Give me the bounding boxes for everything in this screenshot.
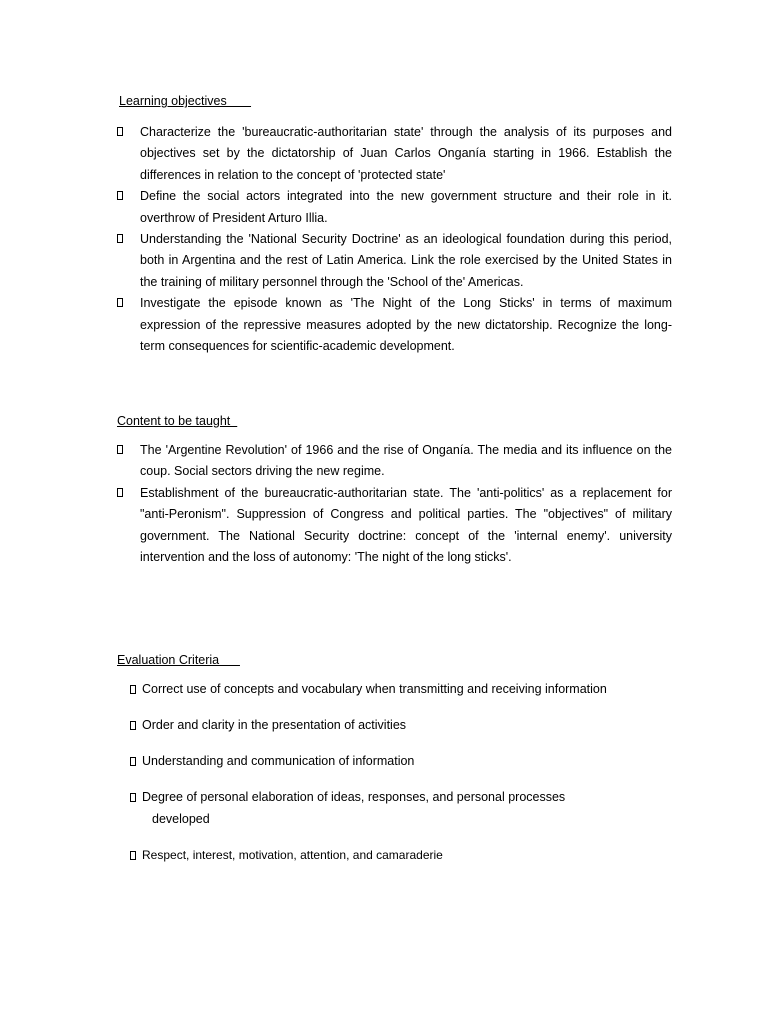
bullet-icon xyxy=(117,298,123,307)
objective-text: Investigate the episode known as 'The Night of the Long Sticks' in terms of maximum expression of the repressive measures adopted by the new dictatorship. Recognize the long-term consequences for scientific-academic development. xyxy=(140,296,672,354)
criterion-text: Correct use of concepts and vocabulary when transmitting and receiving information xyxy=(142,682,607,696)
criteria-list xyxy=(130,679,650,881)
list-item xyxy=(117,293,672,357)
content-heading: Content to be taught xyxy=(117,414,238,428)
bullet-icon xyxy=(117,127,123,136)
list-item xyxy=(130,751,650,773)
objective-text: Characterize the 'bureaucratic-authoritarian state' through the analysis of its purposes and objectives set by the dictatorship of Juan Carlos Onganía starting in 1966. Establish the differences in relation to the concept of 'protected state' xyxy=(140,125,672,182)
criterion-text: Degree of personal elaboration of ideas, responses, and personal processes xyxy=(142,789,566,804)
criteria-heading: Evaluation Criteria xyxy=(117,653,240,667)
criterion-text: Order and clarity in the presentation of activities xyxy=(142,717,407,732)
bullet-icon xyxy=(117,445,123,454)
bullet-icon xyxy=(117,191,123,200)
bullet-icon xyxy=(130,757,136,766)
bullet-icon xyxy=(130,721,136,730)
bullet-icon xyxy=(130,685,136,694)
objectives-list xyxy=(117,122,672,357)
content-list xyxy=(117,440,672,568)
list-item xyxy=(117,122,672,186)
list-item xyxy=(130,715,650,737)
content-text: Establishment of the bureaucratic-authoritarian state. The 'anti-politics' as a replacement for "anti-Peronism". Suppression of Congress and political parties. The "objectives" of military government. The National Security doctrine: concept of the 'internal enemy'. university intervention and the loss of autonomy: 'The night of the long sticks'. xyxy=(140,485,672,565)
bullet-icon xyxy=(117,488,123,497)
list-item xyxy=(117,186,672,229)
criterion-text: Respect, interest, motivation, attention, and camaraderie xyxy=(142,847,443,862)
list-item xyxy=(117,440,672,483)
bullet-icon xyxy=(130,851,136,860)
content-text: The 'Argentine Revolution' of 1966 and the rise of Onganía. The media and its influence on the coup. Social sectors driving the new regime. xyxy=(140,443,672,479)
objective-text: Define the social actors integrated into the new government structure and their role in it. overthrow of President Arturo Illia. xyxy=(140,189,672,225)
list-item xyxy=(130,679,650,701)
bullet-icon xyxy=(130,793,136,802)
bullet-icon xyxy=(117,234,123,243)
criterion-continuation: developed xyxy=(152,811,210,826)
objective-text: Understanding the 'National Security Doctrine' as an ideological foundation during this period, both in Argentina and the rest of Latin America. Link the role exercised by the United States in the training of military personnel through the 'School of the' Americas. xyxy=(140,232,672,289)
list-item xyxy=(130,845,650,867)
list-item xyxy=(117,229,672,293)
list-item xyxy=(117,483,672,569)
list-item xyxy=(130,787,650,830)
criterion-text: Understanding and communication of information xyxy=(142,753,415,768)
objectives-heading: Learning objectives xyxy=(119,94,252,108)
